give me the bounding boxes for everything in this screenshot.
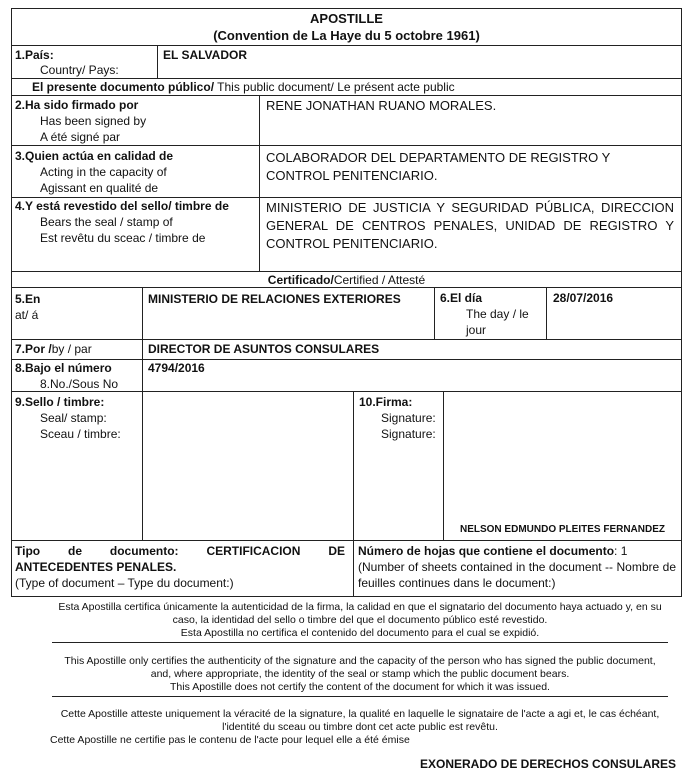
signed-by-label: 2.Ha sido firmado por <box>15 98 139 112</box>
public-document-line <box>32 80 455 95</box>
certified-line <box>11 273 682 288</box>
signed-by-label-fr: A été signé par <box>40 130 121 144</box>
public-document-bold: El presente documento público/ <box>32 80 215 94</box>
apostille-subtitle: (Convention de La Haye du 5 octobre 1961) <box>213 28 480 43</box>
date-label-alt: The day / le <box>466 307 529 321</box>
footer-fr-1: Cette Apostille atteste uniquement la véracité de la signature, la qualité en laquelle le signataire de l'acte a agi et, le cas échéant, <box>60 708 660 720</box>
date-value: 28/07/2016 <box>553 291 614 305</box>
country-value: EL SALVADOR <box>163 48 248 62</box>
sheets-value: : 1 <box>614 544 628 558</box>
apostille-title: APOSTILLE <box>310 11 383 26</box>
document-type-block <box>15 543 345 591</box>
footer-divider-1 <box>52 642 668 643</box>
footer-divider-2 <box>52 696 668 697</box>
signed-by-label-en: Has been signed by <box>40 114 147 128</box>
footer-es-1: Esta Apostilla certifica únicamente la autenticidad de la firma, la calidad en que el signatario del documento haya actuado y, en su <box>58 601 662 613</box>
seal-of-label: 4.Y está revestido del sello/ timbre de <box>15 199 229 213</box>
signature-label-en: Signature: <box>381 411 436 425</box>
document-type-label: Tipo de documento: <box>15 544 179 558</box>
at-value: MINISTERIO DE RELACIONES EXTERIORES <box>148 292 401 306</box>
country-label-alt: Country/ Pays: <box>40 63 119 77</box>
footer-en-2: and, where appropriate, the identity of the seal or stamp which the public document bears. <box>150 668 570 680</box>
footer-es-2: caso, la identidad del sello o timbre del que el documento público esté revestido. <box>172 614 548 626</box>
capacity-value: COLABORADOR DEL DEPARTAMENTO DE REGISTRO Y CONTROL PENITENCIARIO. <box>266 150 611 183</box>
number-label-alt: 8.No./Sous No <box>40 377 119 391</box>
footer-en-1: This Apostille only certifies the authenticity of the signature and the capacity of the person who has signed the public document, <box>64 655 656 667</box>
sheets-alt: (Number of sheets contained in the document -- Nombre de feuilles continues dans le document:) <box>358 560 676 590</box>
date-label-alt-2: jour <box>466 323 487 337</box>
footer-fr-2: l'identité du sceau ou timbre dont cet acte public est revêtu. <box>222 721 498 733</box>
capacity-label: 3.Quien actúa en calidad de <box>15 149 174 163</box>
date-label: 6.El día <box>440 291 483 305</box>
public-document-rest: This public document/ Le présent acte public <box>214 80 455 94</box>
seal-area <box>145 393 351 538</box>
seal-of-label-fr: Est revêtu du sceac / timbre de <box>40 231 206 245</box>
document-type-value: CERTIFICACION DE ANTECEDENTES PENALES. <box>15 544 345 574</box>
seal-label-fr: Sceau / timbre: <box>40 427 121 441</box>
signer-name: NELSON EDMUNDO PLEITES FERNANDEZ <box>459 524 665 535</box>
signature-label: 10.Firma: <box>359 395 413 409</box>
sheets-label: Número de hojas que contiene el documento <box>358 544 615 558</box>
certified-rest: Certified / Attesté <box>333 273 426 287</box>
sheets-line <box>358 543 676 559</box>
by-value: DIRECTOR DE ASUNTOS CONSULARES <box>148 342 380 356</box>
at-label: 5.En <box>15 292 41 306</box>
by-label-alt: by / par <box>51 342 92 356</box>
document-type-line <box>15 543 345 575</box>
seal-of-label-en: Bears the seal / stamp of <box>40 215 173 229</box>
country-label: 1.País: <box>15 48 54 62</box>
exonerated-note: EXONERADO DE DERECHOS CONSULARES <box>420 757 677 771</box>
signature-label-fr: Signature: <box>381 427 436 441</box>
seal-label: 9.Sello / timbre: <box>15 395 105 409</box>
by-label-line <box>15 342 92 357</box>
sheets-block <box>358 543 676 591</box>
capacity-label-fr: Agissant en qualité de <box>40 181 159 195</box>
number-value: 4794/2016 <box>148 361 205 375</box>
footer-fr-3: Cette Apostille ne certifie pas le contenu de l'acte pour lequel elle a été émise <box>50 734 410 746</box>
signature-area <box>446 393 679 518</box>
capacity-label-en: Acting in the capacity of <box>40 165 167 179</box>
number-label: 8.Bajo el número <box>15 361 112 375</box>
certified-bold: Certificado/ <box>267 273 334 287</box>
by-label: 7.Por / <box>15 342 52 356</box>
footer-es-3: Esta Apostilla no certifica el contenido del documento para el cual se expidió. <box>180 627 540 639</box>
seal-of-value: MINISTERIO DE JUSTICIA Y SEGURIDAD PÚBLICA, DIRECCION GENERAL DE CENTROS PENALES, UNIDAD DE REGISTRO Y CONTROL PENITENCIARIO. <box>266 200 674 251</box>
seal-label-en: Seal/ stamp: <box>40 411 107 425</box>
signed-by-value: RENE JONATHAN RUANO MORALES. <box>266 98 497 113</box>
document-type-alt: (Type of document – Type du document:) <box>15 576 234 590</box>
at-label-alt: at/ á <box>15 308 39 322</box>
footer-en-3: This Apostille does not certify the content of the document for which it was issued. <box>170 681 550 693</box>
